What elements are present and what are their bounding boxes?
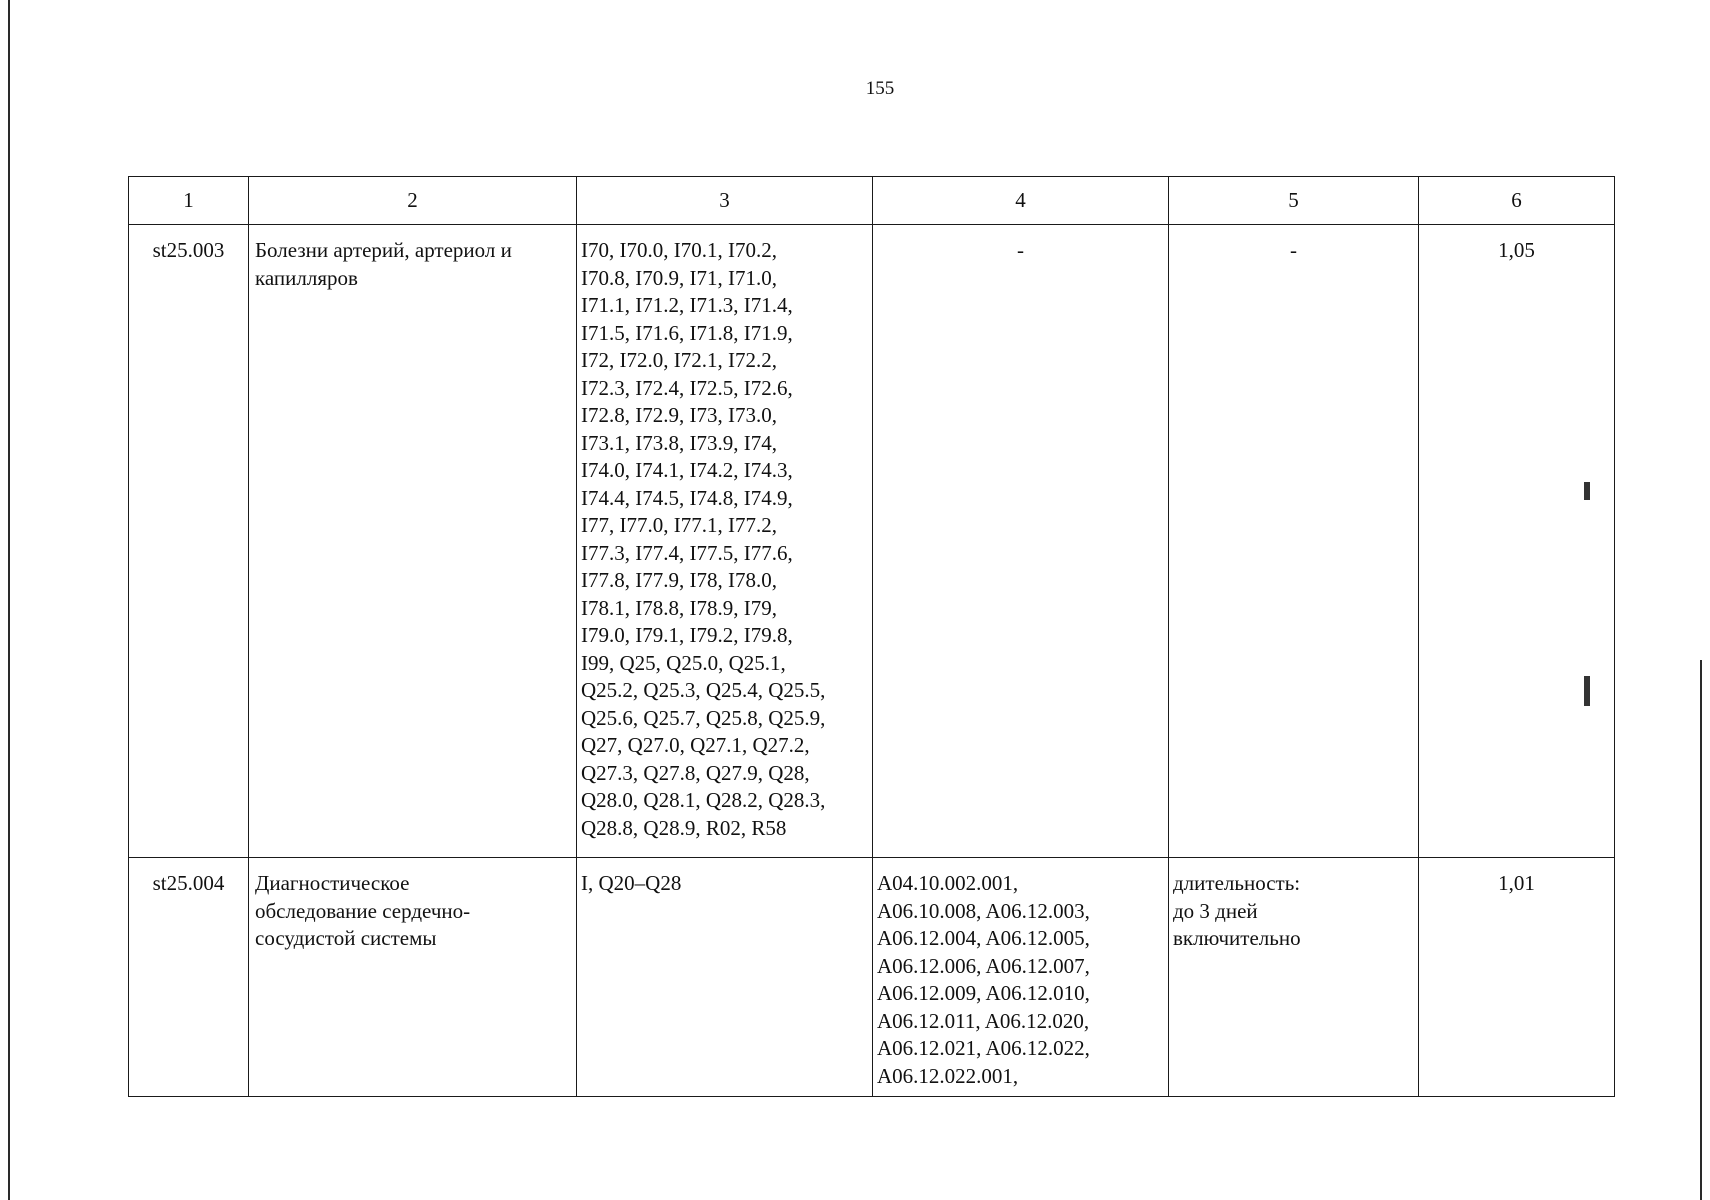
- row-diagnosis-codes: [577, 225, 873, 858]
- diagnosis-line: I, Q20–Q28: [581, 871, 682, 895]
- diagnosis-line: I79.0, I79.1, I79.2, I79.8,: [581, 623, 793, 647]
- criteria-line: включительно: [1173, 926, 1301, 950]
- diagnosis-line: Q27.3, Q27.8, Q27.9, Q28,: [581, 760, 810, 785]
- row-services: [873, 225, 1169, 858]
- diagnosis-line: I78.1, I78.8, I78.9, I79,: [581, 595, 777, 620]
- diagnosis-line: I77, I77.0, I77.1, I77.2,: [581, 513, 777, 537]
- services-line: A06.12.006, A06.12.007,: [877, 953, 1090, 978]
- row-coefficient: 1,01: [1419, 858, 1615, 1097]
- tariff-table: [128, 176, 1615, 1097]
- diagnosis-line: Q25.6, Q25.7, Q25.8, Q25.9,: [581, 705, 826, 730]
- scan-speck: [1584, 482, 1590, 500]
- diagnosis-line: I71.5, I71.6, I71.8, I71.9,: [581, 320, 793, 345]
- table-header-row: [129, 177, 1615, 225]
- row-code: st25.003: [129, 225, 249, 858]
- name-line: Диагностическое: [255, 871, 410, 895]
- criteria-line: -: [1290, 238, 1297, 262]
- scan-edge-right: [1700, 660, 1702, 1200]
- column-header-6: 6: [1419, 177, 1615, 225]
- row-criteria: [1169, 225, 1419, 858]
- name-line: обследование сердечно-: [255, 898, 471, 923]
- services-line: A04.10.002.001,: [877, 871, 1019, 895]
- services-line: A06.12.022.001,: [877, 1063, 1019, 1088]
- diagnosis-line: I72.3, I72.4, I72.5, I72.6,: [581, 375, 793, 400]
- services-line: A06.12.009, A06.12.010,: [877, 981, 1090, 1005]
- column-header-4: 4: [873, 177, 1169, 225]
- services-line: A06.10.008, A06.12.003,: [877, 898, 1090, 923]
- services-line: A06.12.011, A06.12.020,: [877, 1008, 1090, 1033]
- row-code: st25.004: [129, 858, 249, 1097]
- diagnosis-line: Q25.2, Q25.3, Q25.4, Q25.5,: [581, 678, 826, 702]
- column-header-5: 5: [1169, 177, 1419, 225]
- diagnosis-line: I74.4, I74.5, I74.8, I74.9,: [581, 485, 793, 510]
- name-line: сосудистой системы: [255, 926, 437, 950]
- row-services: [873, 858, 1169, 1097]
- scan-edge-left: [8, 0, 10, 1200]
- diagnosis-line: Q28.0, Q28.1, Q28.2, Q28.3,: [581, 788, 826, 812]
- scan-speck: [1584, 676, 1590, 706]
- diagnosis-line: I74.0, I74.1, I74.2, I74.3,: [581, 458, 793, 482]
- diagnosis-line: I77.8, I77.9, I78, I78.0,: [581, 568, 777, 592]
- column-header-3: 3: [577, 177, 873, 225]
- diagnosis-line: I71.1, I71.2, I71.3, I71.4,: [581, 293, 793, 317]
- diagnosis-line: Q27, Q27.0, Q27.1, Q27.2,: [581, 733, 810, 757]
- column-header-2: 2: [249, 177, 577, 225]
- diagnosis-line: Q28.8, Q28.9, R02, R58: [581, 815, 787, 840]
- diagnosis-line: I70.8, I70.9, I71, I71.0,: [581, 265, 777, 290]
- diagnosis-line: I99, Q25, Q25.0, Q25.1,: [581, 650, 786, 675]
- services-line: A06.12.021, A06.12.022,: [877, 1036, 1090, 1060]
- diagnosis-line: I72.8, I72.9, I73, I73.0,: [581, 403, 777, 427]
- page-number: 155: [865, 78, 895, 99]
- table-row: [129, 858, 1615, 1097]
- row-name: [249, 858, 577, 1097]
- row-criteria: [1169, 858, 1419, 1097]
- row-name: [249, 225, 577, 858]
- row-diagnosis-codes: [577, 858, 873, 1097]
- diagnosis-line: I73.1, I73.8, I73.9, I74,: [581, 430, 777, 455]
- diagnosis-line: I72, I72.0, I72.1, I72.2,: [581, 348, 777, 372]
- column-header-1: 1: [129, 177, 249, 225]
- services-line: A06.12.004, A06.12.005,: [877, 926, 1090, 950]
- criteria-line: длительность:: [1173, 871, 1301, 895]
- criteria-line: до 3 дней: [1173, 898, 1258, 923]
- services-line: -: [1017, 238, 1024, 262]
- row-coefficient: 1,05: [1419, 225, 1615, 858]
- diagnosis-line: I70, I70.0, I70.1, I70.2,: [581, 238, 777, 262]
- table-row: [129, 225, 1615, 858]
- diagnosis-line: I77.3, I77.4, I77.5, I77.6,: [581, 540, 793, 565]
- name-line: капилляров: [255, 265, 358, 290]
- name-line: Болезни артерий, артериол и: [255, 238, 512, 262]
